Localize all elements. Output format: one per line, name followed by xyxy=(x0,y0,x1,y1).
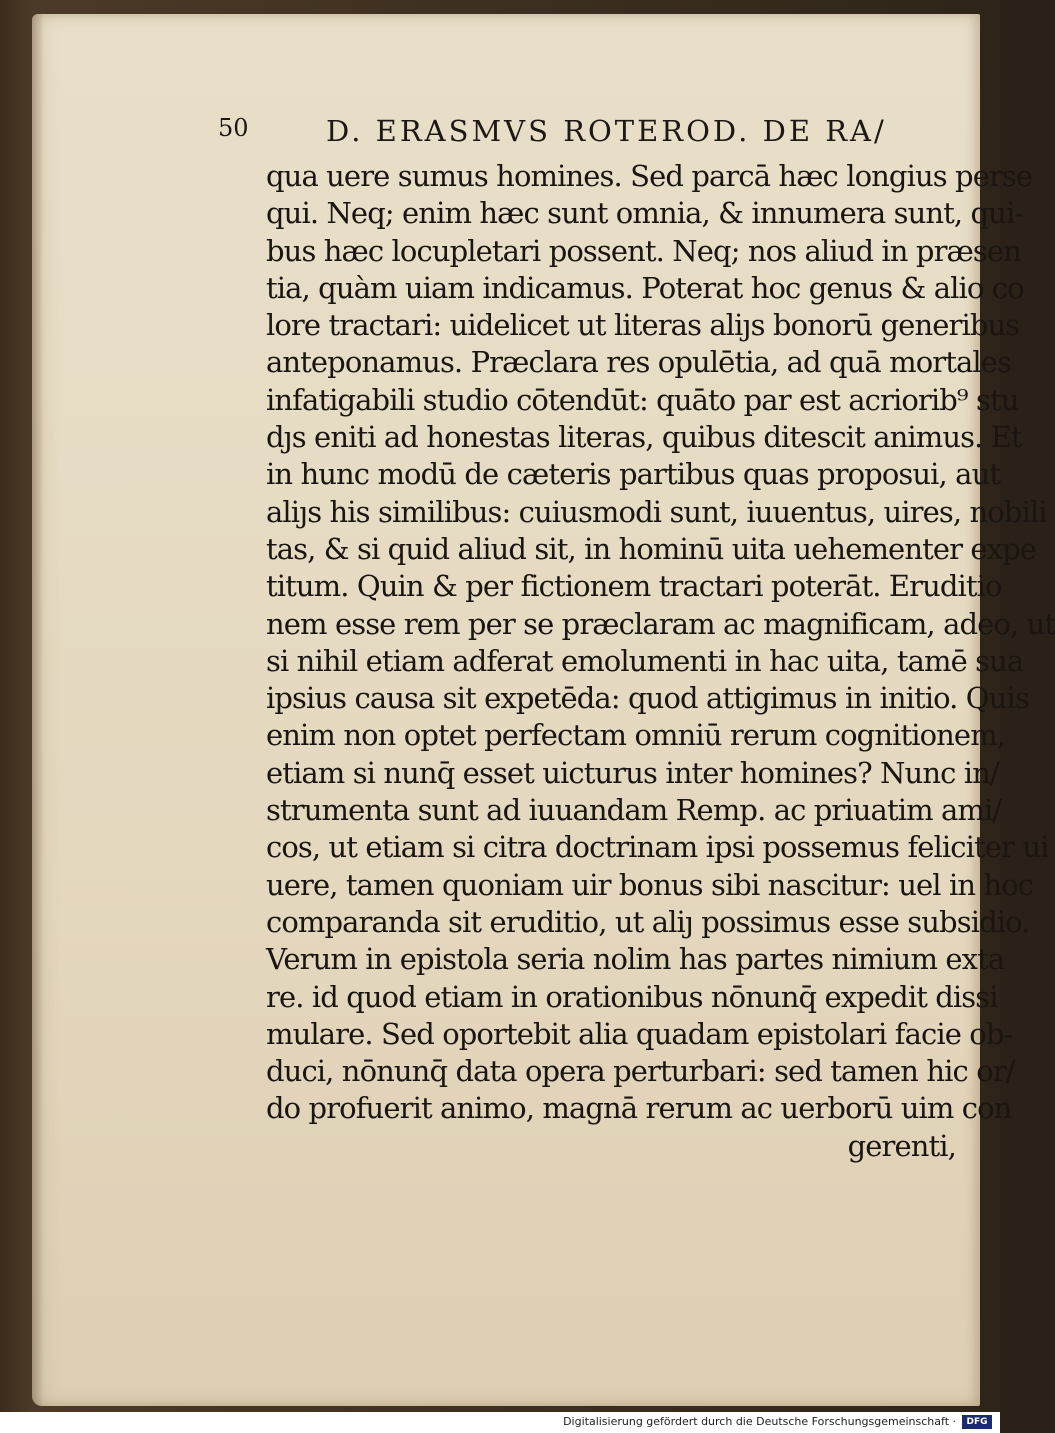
text-line: dȷs eniti ad honestas literas, quibus ditescit animus. Et xyxy=(266,420,1022,455)
dfg-logo-icon: DFG xyxy=(962,1415,992,1429)
text-line: aliȷs his similibus: cuiusmodi sunt, iuuentus, uires, nobili xyxy=(266,494,1047,529)
text-line: nem esse rem per se præclaram ac magnificam, adeo, ut xyxy=(266,606,1055,641)
text-line: enim non optet perfectam omniū rerum cognitionem, xyxy=(266,718,1006,753)
text-line: strumenta sunt ad iuuandam Remp. ac priuatim ami/ xyxy=(266,793,1002,828)
text-line: re. id quod etiam in orationibus nōnunq̄ expedit dissi xyxy=(266,979,998,1014)
text-line: lore tractari: uidelicet ut literas aliȷs bonorū generibus xyxy=(266,308,1020,343)
text-line: duci, nōnunq̄ data opera perturbari: sed tamen hic or/ xyxy=(266,1054,1015,1089)
text-line: infatigabili studio cōtendūt: quāto par est acriorib⁹ stu xyxy=(266,382,1019,417)
text-line: etiam si nunq̄ esset uicturus inter homines? Nunc in/ xyxy=(266,755,999,790)
text-line: mulare. Sed oportebit alia quadam epistolari facie ob- xyxy=(266,1016,1013,1051)
running-title: D. ERASMVS ROTEROD. DE RA/ xyxy=(326,114,887,148)
funding-credit: Digitalisierung gefördert durch die Deutsche Forschungsgemeinschaft · xyxy=(563,1415,956,1428)
text-line: Verum in epistola seria nolim has partes nimium exta xyxy=(266,942,1005,977)
text-line: ipsius causa sit expetēda: quod attigimus in initio. Quis xyxy=(266,681,1029,716)
text-line: in hunc modū de cæteris partibus quas proposui, aut xyxy=(266,457,1001,492)
main-text-block xyxy=(266,158,1055,1165)
text-line: tas, & si quid aliud sit, in hominū uita uehementer expe xyxy=(266,531,1037,566)
text-line: comparanda sit eruditio, ut aliȷ possimus esse subsidio. xyxy=(266,904,1030,939)
text-line: do profuerit animo, magnā rerum ac uerborū uim con xyxy=(266,1091,1012,1126)
text-line: qui. Neq; enim hæc sunt omnia, & innumera sunt, qui- xyxy=(266,196,1024,231)
catchword: gerenti, xyxy=(847,1128,956,1163)
text-line: anteponamus. Præclara res opulētia, ad quā mortales xyxy=(266,345,1012,380)
text-line: tia, quàm uiam indicamus. Poterat hoc genus & alio co xyxy=(266,270,1024,305)
digitization-footer xyxy=(0,1412,1000,1433)
page-header xyxy=(218,114,918,154)
folio-number: 50 xyxy=(218,114,249,142)
text-line: si nihil etiam adferat emolumenti in hac uita, tamē sua xyxy=(266,643,1024,678)
text-line: uere, tamen quoniam uir bonus sibi nascitur: uel in hoc xyxy=(266,867,1034,902)
text-line: bus hæc locupletari possent. Neq; nos aliud in præsen xyxy=(266,233,1021,268)
text-line: titum. Quin & per fictionem tractari poterāt. Eruditio xyxy=(266,569,1002,604)
text-line: cos, ut etiam si citra doctrinam ipsi possemus feliciter ui xyxy=(266,830,1049,865)
text-line: qua uere sumus homines. Sed parcā hæc longius perse xyxy=(266,159,1033,193)
